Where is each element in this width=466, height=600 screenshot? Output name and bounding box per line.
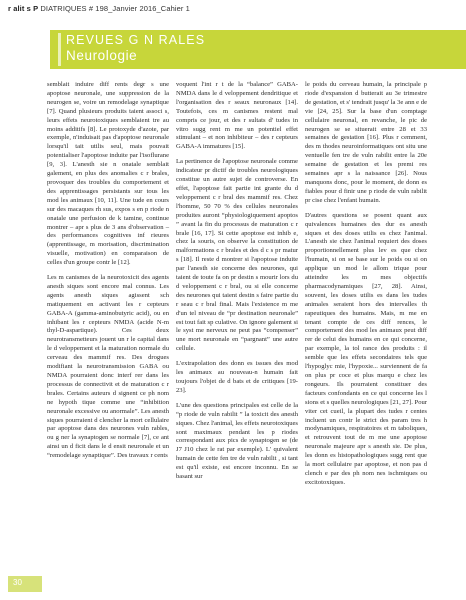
paragraph: D'autres questions se posent quant aux quivalences humaines des dur es anesth siques et des doses utilis es chez l'animal. L'anesth sie chez l'animal requiert des doses proportionnellement plus lev es que chez l'humain, si on se base sur le poids ou si on applique un mod le allom trique pour atteindre les m mes objectifs pharmacodynamiques [27, 28]. Ainsi, souvent, les doses utilis es dans les tudes animales seraient hors des intervalles th rapeutiques des humains. Mais, m me en tenant compte de ces diff rences, le comportement des mod les animaux peut diff rer de celui des humains en ce qui concerne, par exemple, la tol rance des produits : il semble que les effets secondaires tels que l'hypoglyc mie, l'hypoxie... surviennent de fa on plus pr coce et plus marqu e chez les rongeurs. Ils pourraient constituer des facteurs confondants en ce qui concerne les l sions et s quelles neurologiques [21, 27]. Pour viter cet cueil, la plupart des tudes r centes incluent un contr le strict des param tres h modynamiques, respiratoires et m taboliques, et retrouvent tout de m me une apoptose neuronale majeure apr s anesth sie. De plus, les donn es histopathologiques sugg rent que la mort cellulaire par apoptose, et non pas d clench e par des ph nom nes ischmiques ou excitotoxiques.: [305, 211, 427, 486]
text-column-1: [47, 81, 169, 467]
paragraph: semblait induire diff rents degr s une apoptose neuronale, une suppression de la neurogen se, voire un remodelage synaptique [7]. Quand plusieurs produits taient associ s, leurs effets neurotoxiques semblaient tre au moins additifs [8]. Le protoxyde d'azote, par exemple, n'induisait pas d'apoptose neuronale lorsqu'il tait utilis seul, mais pouvait potentialiser l'apoptose induite par l'isoflurane [9, 3]. L'anesth sie n onatale semblait galement, en plus des anomalies c r brales, provoquer des troubles du comportement et des apprentissages persistants sur tous les mod les animaux [10, 11]. Une tude en cours sur des macaques rh sus, expos s en p riode n onatale une perfusion de k tamine, continue montrer – apr s plus de 3 ans d'observation – des performances cognitives inf rieures (apprentissage, m morisation, discrimination visuelle, motivation) en comparaison de celles d'un groupe contr le [12].: [47, 81, 169, 267]
paragraph: le poids du cerveau humain, la principale p riode d'expansion d butterait au 3e trimestre de gestation, et s' tendrait jusqu' la 3e ann e de vie [24, 25]. Sur la base d'un comptage cellulaire neuronal, en revanche, le pic de neurogen se se situerait entre 28 et 33 semaines de gestation [16]. Plus r cemment, des m thodes neuroinformatiques ont situ une ventuelle fen tre de vuln rabilit entre la 20e semaine de gestation et les premi res semaines apr s la naissance [26]. Nous manquons donc, pour le moment, de donn es fiables pour d finir une p riode de vuln rabilit pr cise chez l'enfant humain.: [305, 81, 427, 204]
section-title: REVUES G N RALES: [66, 33, 206, 47]
paragraph: voquent l'int r t de la “balance” GABA-NMDA dans le d veloppement dendritique et l'organisation des r seaux neuronaux [14]. Toutefois, ces m canismes restent mal compris ce jour, et des r sultats d' tudes in vitro sugg rent m me un potentiel effet stimulant – et non inhibiteur – des r cepteurs GABA-A immatures [15].: [176, 81, 298, 151]
banner-accent-bar: [58, 33, 61, 66]
page-number: 30: [13, 578, 22, 587]
paragraph: Les m canismes de la neurotoxicit des agents anesth siques sont encore mal connus. Les agents anesth siques agissent sch matiquement en activant les r cepteurs GABA-A (gamma-aminobutyric acid), ou en inhibant les r cepteurs NMDA (acide N-m thyl-D-aspartique). Ces deux neurotransmetteurs jouent un r le capital dans le d veloppement et la maturation normale du cerveau des mammif res. Des drogues modifiant la neurotransmission GABA ou NMDA pourraient donc interf rer dans les processus de connectivit et de maturation c r brales. Certains auteurs d signent ce ph nom ne hypoth tique comme une “inhibition neuronale excessive ou anormale”. Les anesth siques pourraient d clencher la mort cellulaire par apoptose dans des neurones vuln rables, ou g ner la synaptogen se normale [7], ce ant ainsi un d ficit dans le d ensit neuronale et un “remodelage synaptique”. Des travaux r cents: [47, 274, 169, 460]
page-number-box: [8, 576, 42, 592]
journal-name: r alit s P: [8, 4, 39, 13]
running-header: [8, 4, 190, 13]
text-column-3: [305, 81, 427, 494]
text-column-2: [176, 81, 298, 488]
paragraph: L'une des questions principales est celle de la “p riode de vuln rabilit ” la toxicit des anesth siques. Chez l'animal, les effets neurotoxiques sont maximaux pendant les p riodes correspondant aux pics de synaptogen se (de J7 J10 chez le rat par exemple). L' quivalent humain de cette fen tre de vuln rabilit , si tant est qu'il existe, est encore inconnu. En se basant sur: [176, 401, 298, 481]
paragraph: L'extrapolation des donn es issues des mod les animaux au nouveau-n humain fait toujours l'objet de d bats et de critiques [19-23].: [176, 360, 298, 394]
issue-info: DIATRIQUES # 198_Janvier 2016_Cahier 1: [40, 4, 190, 13]
paragraph: La pertinence de l'apoptose neuronale comme indicateur pr dictif de troubles neurologiques constitue un autre sujet de controverse. En effet, l'apoptose fait partie int grante du d veloppement c r bral des mammif res. Chez l'homme, 50 70 % des cellules neuronales produites auront “physiologiquement apoptos ” avant la fin du processus de maturation c r brale [16, 17]. Si cette apoptose est inhib e, chez la souris, on observe la constitution de malformations c r brales et des d c s pr matur s [18]. Il reste d montrer si l'apoptose induite par l'anesth sie concerne des neurones, qui taient de toute fa on pr destin s mourir lors du d veloppement c r bral, ou si elle concerne des neurones qui taient destin s faire partie du r seau c r bral final. Mais l'existence m me d'un tel niveau de “pr destination neuronale” est tout fait sp culative. On ignore galement si le syst me nerveux ne peut pas “compenser” une mort neuronale en “pargnant” une autre cellule.: [176, 158, 298, 353]
section-subtitle: Neurologie: [66, 48, 138, 63]
